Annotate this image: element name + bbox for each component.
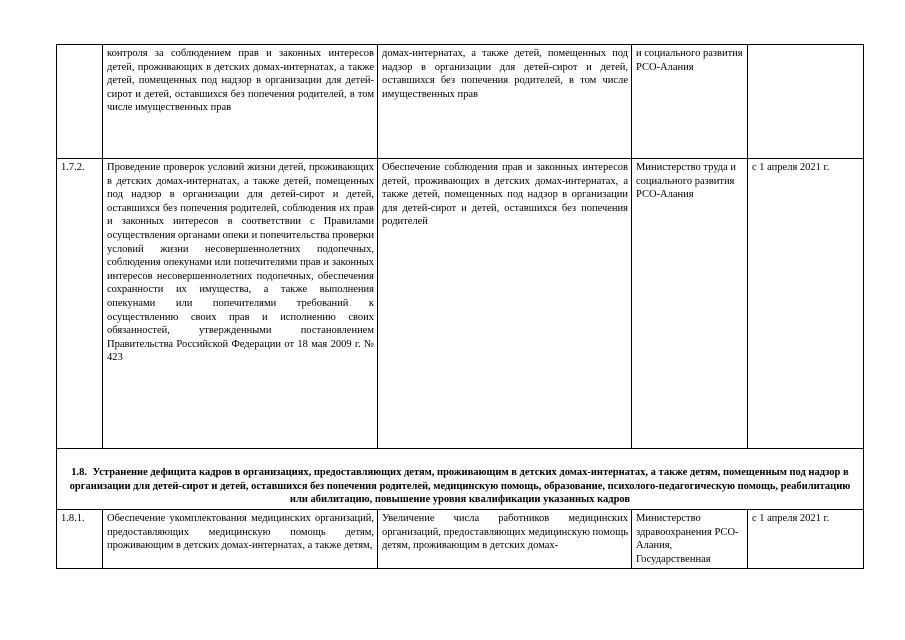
section-header bbox=[57, 449, 864, 510]
deadline: с 1 апреля 2021 г. bbox=[748, 159, 864, 449]
table-row bbox=[57, 510, 864, 569]
deadline: с 1 апреля 2021 г. bbox=[748, 510, 864, 569]
row-number bbox=[57, 45, 103, 159]
responsible-executor: и социального развития РСО-Алания bbox=[632, 45, 748, 159]
responsible-executor: Министерство труда и социального развития РСО-Алания bbox=[632, 159, 748, 449]
measure-description: Проведение проверок условий жизни детей, проживающих в детских домах-интернатах, а также детей, помещенных под надзор в организации для детей-сирот и детей, оставшихся без попечения родителей, соблюдения их прав и законных интересов в соответствии с Правилами осуществления органами опеки и попечительства проверки условий жизни несовершеннолетних подопечных, соблюдения опекунами или попечителями прав и законных интересов несовершеннолетних подопечных, обеспечения сохранности их имущества, а также выполнения опекунами или попечителями требований к осуществлению своих прав и исполнению своих обязанностей, утвержденными постановлением Правительства Российской Федерации от 18 мая 2009 г. № 423 bbox=[103, 159, 378, 449]
expected-result: Увеличение числа работников медицинских организаций, предоставляющих медицинскую помощь детям, проживающим в детских домах- bbox=[378, 510, 632, 569]
measures-table bbox=[56, 44, 864, 569]
section-header-row bbox=[57, 449, 864, 510]
deadline bbox=[748, 45, 864, 159]
table-row bbox=[57, 159, 864, 449]
row-number: 1.7.2. bbox=[57, 159, 103, 449]
section-number: 1.8. bbox=[71, 467, 88, 479]
measure-description: Обеспечение укомплектования медицинских организаций, предоставляющих медицинскую помощь детям, проживающим в детских домах-интернатах, а также детям, bbox=[103, 510, 378, 569]
responsible-executor: Министерство здравоохранения РСО-Алания, Государственная bbox=[632, 510, 748, 569]
table-row bbox=[57, 45, 864, 159]
expected-result: домах-интернатах, а также детей, помещенных под надзор в организации для детей-сирот и детей, оставшихся без попечения родителей, в том числе имущественных прав bbox=[378, 45, 632, 159]
expected-result: Обеспечение соблюдения прав и законных интересов детей, проживающих в детских домах-интернатах, а также детей, помещенных под надзор в организации для детей-сирот и детей, оставшихся без попечения родителей bbox=[378, 159, 632, 449]
row-number: 1.8.1. bbox=[57, 510, 103, 569]
section-title: Устранение дефицита кадров в организациях, предоставляющих детям, проживающим в детских домах-интернатах, а также детям, помещенным под надзор в организации для детей-сирот и детей, оставшихся без попечения родителей, медицинскую помощь, образование, психолого-педагогическую помощь, реабилитацию или абилитацию, повышение уровня квалификации указанных кадров bbox=[69, 467, 851, 506]
measure-description: контроля за соблюдением прав и законных интересов детей, проживающих в детских домах-интернатах, а также детей, помещенных под надзор в организации для детей-сирот и детей, оставшихся без попечения родителей, в том числе имущественных прав bbox=[103, 45, 378, 159]
